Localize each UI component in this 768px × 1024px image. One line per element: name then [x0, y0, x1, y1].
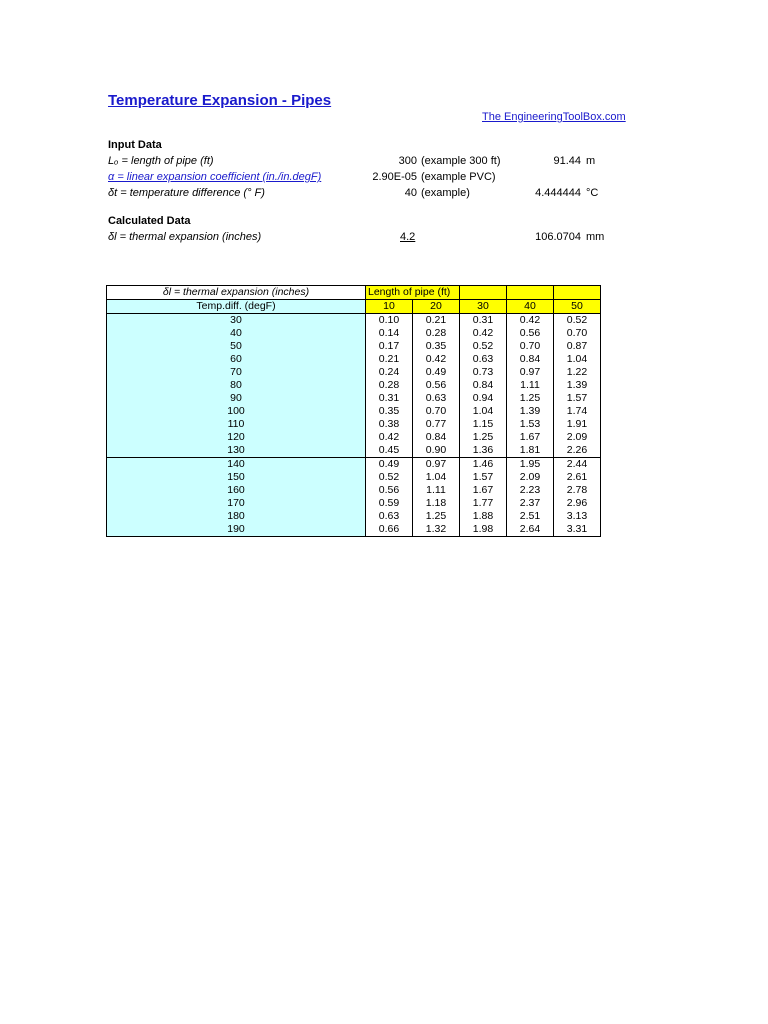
table-header-row — [107, 286, 601, 300]
expansion-value-cell: 0.56 — [413, 379, 460, 392]
temp-diff-cell: 40 — [107, 327, 366, 340]
temp-diff-cell: 150 — [107, 471, 366, 484]
expansion-table — [106, 285, 601, 537]
temp-diff-cell: 130 — [107, 444, 366, 458]
temp-diff-cell: 90 — [107, 392, 366, 405]
table-row — [107, 523, 601, 537]
expansion-value-cell: 0.90 — [413, 444, 460, 458]
expansion-converted: 106.0704 — [535, 231, 581, 243]
temp-diff-cell: 190 — [107, 523, 366, 537]
length-of-pipe-header: Length of pipe (ft) — [366, 286, 460, 300]
temp-diff-cell: 170 — [107, 497, 366, 510]
expansion-value-cell: 1.39 — [554, 379, 601, 392]
input-data-heading: Input Data — [108, 139, 162, 151]
expansion-value-cell: 0.21 — [413, 314, 460, 328]
table-row — [107, 353, 601, 366]
expansion-value-cell: 1.36 — [460, 444, 507, 458]
dtemp-converted: 4.444444 — [535, 187, 581, 199]
alpha-note: (example PVC) — [421, 171, 496, 183]
expansion-value-cell: 1.88 — [460, 510, 507, 523]
expansion-value-cell: 0.59 — [366, 497, 413, 510]
expansion-value-cell: 0.66 — [366, 523, 413, 537]
expansion-value-cell: 0.63 — [413, 392, 460, 405]
expansion-value-cell: 3.13 — [554, 510, 601, 523]
expansion-value-cell: 0.87 — [554, 340, 601, 353]
length-note: (example 300 ft) — [421, 155, 501, 167]
expansion-label: δl = thermal expansion (inches) — [108, 231, 262, 243]
expansion-value-cell: 0.70 — [507, 340, 554, 353]
table-row — [107, 405, 601, 418]
expansion-value-cell: 0.70 — [413, 405, 460, 418]
expansion-value-cell: 1.53 — [507, 418, 554, 431]
alpha-label-link[interactable]: α = linear expansion coefficient (in./in.degF) — [108, 171, 322, 183]
table-row — [107, 392, 601, 405]
expansion-value-cell: 0.42 — [507, 314, 554, 328]
calculated-data-heading: Calculated Data — [108, 215, 191, 227]
expansion-value-cell: 0.52 — [460, 340, 507, 353]
table-row — [107, 366, 601, 379]
temp-diff-cell: 30 — [107, 314, 366, 328]
expansion-unit: mm — [586, 231, 605, 243]
expansion-value-cell: 1.15 — [460, 418, 507, 431]
page-title: Temperature Expansion - Pipes — [108, 92, 332, 109]
expansion-value-cell: 2.26 — [554, 444, 601, 458]
expansion-value-cell: 0.10 — [366, 314, 413, 328]
expansion-value-cell: 0.21 — [366, 353, 413, 366]
temp-diff-cell: 110 — [107, 418, 366, 431]
engineering-toolbox-link[interactable]: The EngineeringToolBox.com — [482, 111, 626, 123]
expansion-value-cell: 0.45 — [366, 444, 413, 458]
expansion-value-cell: 1.46 — [460, 458, 507, 472]
temp-diff-cell: 120 — [107, 431, 366, 444]
length-col-header: 50 — [554, 300, 601, 314]
table-row — [107, 340, 601, 353]
length-col-header: 30 — [460, 300, 507, 314]
expansion-value-cell: 0.52 — [366, 471, 413, 484]
table-subheader-row — [107, 300, 601, 314]
expansion-value-cell: 1.18 — [413, 497, 460, 510]
expansion-value-cell: 1.67 — [507, 431, 554, 444]
expansion-value-cell: 1.25 — [507, 392, 554, 405]
expansion-value-cell: 0.49 — [366, 458, 413, 472]
header-filler-cell — [460, 286, 507, 300]
expansion-value-cell: 0.35 — [413, 340, 460, 353]
table-row — [107, 327, 601, 340]
header-filler-cell — [507, 286, 554, 300]
expansion-value-cell: 1.11 — [413, 484, 460, 497]
table-row — [107, 314, 601, 328]
expansion-value-cell: 0.49 — [413, 366, 460, 379]
expansion-value-cell: 0.56 — [507, 327, 554, 340]
temp-diff-cell: 80 — [107, 379, 366, 392]
expansion-value-cell: 1.39 — [507, 405, 554, 418]
expansion-value-cell: 1.04 — [413, 471, 460, 484]
alpha-value[interactable]: 2.90E-05 — [372, 171, 417, 183]
temp-diff-cell: 140 — [107, 458, 366, 472]
expansion-value-cell: 0.73 — [460, 366, 507, 379]
expansion-value-cell: 0.28 — [366, 379, 413, 392]
dtemp-value[interactable]: 40 — [404, 187, 417, 199]
table-row — [107, 497, 601, 510]
length-col-header: 10 — [366, 300, 413, 314]
expansion-value-cell: 0.77 — [413, 418, 460, 431]
expansion-value-cell: 1.74 — [554, 405, 601, 418]
expansion-value-cell: 1.91 — [554, 418, 601, 431]
expansion-value-cell: 0.42 — [366, 431, 413, 444]
dtemp-note: (example) — [421, 187, 470, 199]
expansion-value-cell: 0.42 — [413, 353, 460, 366]
table-row — [107, 431, 601, 444]
expansion-value-cell: 1.98 — [460, 523, 507, 537]
expansion-value-cell: 0.38 — [366, 418, 413, 431]
table-row — [107, 379, 601, 392]
expansion-value-cell: 0.84 — [507, 353, 554, 366]
table-row — [107, 418, 601, 431]
expansion-value-cell: 1.67 — [460, 484, 507, 497]
expansion-value-cell: 1.25 — [460, 431, 507, 444]
expansion-value-cell: 0.56 — [366, 484, 413, 497]
expansion-value-cell: 2.09 — [554, 431, 601, 444]
expansion-value-cell: 2.23 — [507, 484, 554, 497]
length-label: Lₒ = length of pipe (ft) — [108, 155, 214, 167]
expansion-value-cell: 1.81 — [507, 444, 554, 458]
expansion-value-cell: 0.17 — [366, 340, 413, 353]
expansion-value-cell: 0.63 — [366, 510, 413, 523]
expansion-value-cell: 2.09 — [507, 471, 554, 484]
temp-diff-cell: 100 — [107, 405, 366, 418]
expansion-value-cell: 0.35 — [366, 405, 413, 418]
temp-diff-cell: 160 — [107, 484, 366, 497]
length-value[interactable]: 300 — [398, 155, 417, 167]
expansion-value-cell: 0.14 — [366, 327, 413, 340]
expansion-value-cell: 1.95 — [507, 458, 554, 472]
expansion-value-cell: 3.31 — [554, 523, 601, 537]
expansion-value-cell: 0.31 — [366, 392, 413, 405]
expansion-value-cell: 1.57 — [554, 392, 601, 405]
expansion-value-cell: 0.42 — [460, 327, 507, 340]
temp-diff-cell: 60 — [107, 353, 366, 366]
table-row — [107, 444, 601, 458]
expansion-value-cell: 1.11 — [507, 379, 554, 392]
expansion-value-cell: 0.94 — [460, 392, 507, 405]
expansion-value: 4.2 — [400, 231, 416, 243]
expansion-value-cell: 2.44 — [554, 458, 601, 472]
expansion-value-cell: 2.51 — [507, 510, 554, 523]
expansion-value-cell: 0.24 — [366, 366, 413, 379]
header-filler-cell — [554, 286, 601, 300]
dtemp-label: δt = temperature difference (° F) — [108, 187, 265, 199]
table-row — [107, 510, 601, 523]
expansion-value-cell: 0.97 — [507, 366, 554, 379]
expansion-value-cell: 1.77 — [460, 497, 507, 510]
expansion-value-cell: 2.61 — [554, 471, 601, 484]
expansion-value-cell: 1.25 — [413, 510, 460, 523]
dtemp-unit: °C — [586, 187, 599, 199]
expansion-value-cell: 0.31 — [460, 314, 507, 328]
temp-diff-cell: 180 — [107, 510, 366, 523]
length-converted: 91.44 — [553, 155, 581, 167]
expansion-value-cell: 2.64 — [507, 523, 554, 537]
expansion-value-cell: 0.52 — [554, 314, 601, 328]
table-row — [107, 458, 601, 472]
table-row — [107, 471, 601, 484]
length-col-header: 40 — [507, 300, 554, 314]
table-row — [107, 484, 601, 497]
temp-diff-cell: 70 — [107, 366, 366, 379]
expansion-value-cell: 1.32 — [413, 523, 460, 537]
expansion-value-cell: 0.97 — [413, 458, 460, 472]
table-corner-label: δl = thermal expansion (inches) — [107, 286, 366, 300]
temp-diff-cell: 50 — [107, 340, 366, 353]
expansion-value-cell: 1.57 — [460, 471, 507, 484]
expansion-value-cell: 0.84 — [460, 379, 507, 392]
expansion-value-cell: 0.63 — [460, 353, 507, 366]
length-col-header: 20 — [413, 300, 460, 314]
expansion-value-cell: 2.37 — [507, 497, 554, 510]
expansion-value-cell: 0.84 — [413, 431, 460, 444]
expansion-value-cell: 1.22 — [554, 366, 601, 379]
expansion-value-cell: 1.04 — [460, 405, 507, 418]
length-unit: m — [586, 155, 596, 167]
expansion-value-cell: 2.78 — [554, 484, 601, 497]
expansion-value-cell: 1.04 — [554, 353, 601, 366]
temp-diff-header: Temp.diff. (degF) — [107, 300, 366, 314]
expansion-value-cell: 0.28 — [413, 327, 460, 340]
expansion-value-cell: 0.70 — [554, 327, 601, 340]
expansion-value-cell: 2.96 — [554, 497, 601, 510]
